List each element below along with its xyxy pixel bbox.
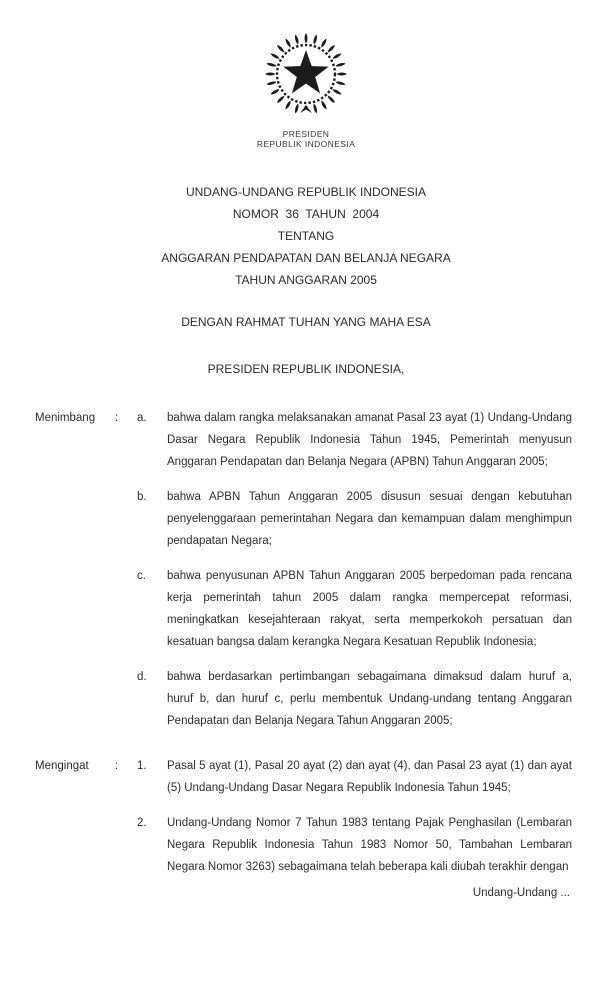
title-line-1: UNDANG-UNDANG REPUBLIK INDONESIA — [185, 185, 427, 199]
considerations-items — [137, 407, 572, 732]
invocation-line: DENGAN RAHMAT TUHAN YANG MAHA ESA — [181, 315, 431, 329]
consideration-item — [137, 486, 572, 552]
item-text: Undang-Undang Nomor 7 Tahun 1983 tentang Pajak Penghasilan (Lembaran Negara Republik Indonesia Tahun 1983 Nomor 50, Tambahan Lembaran Negara Nomor 3263) sebagaimana telah beberapa kali diubah terakhir dengan — [167, 817, 572, 873]
title-line-5: TAHUN ANGGARAN 2005 — [235, 273, 377, 287]
page-catchword: Undang-Undang ... — [472, 887, 570, 899]
legal-basis-label: Mengingat — [35, 760, 89, 772]
title-line-3: TENTANG — [277, 229, 335, 243]
legal-basis-item — [137, 812, 572, 878]
item-text: Pasal 5 ayat (1), Pasal 20 ayat (2) dan ayat (4), dan Pasal 23 ayat (1) dan ayat (5) Undang-Undang Dasar Negara Republik Indonesia Tahun 1945; — [167, 760, 572, 794]
legal-basis-separator: : — [115, 760, 119, 772]
considerations-label: Menimbang — [35, 412, 96, 424]
considerations-separator: : — [115, 412, 119, 424]
legal-basis-section — [0, 755, 612, 878]
item-marker: 2. — [137, 817, 147, 829]
considerations-section — [0, 407, 612, 732]
item-text: bahwa penyusunan APBN Tahun Anggaran 2005 berpedoman pada rencana kerja pemerintah tahun 2005 dalam rangka mempercepat reformasi, meningkatkan kesejahteraan rakyat, serta memperkokoh persatuan dan kesatuan bangsa dalam kerangka Negara Kesatuan Republik Indonesia; — [167, 570, 572, 648]
document-title — [0, 181, 612, 291]
legal-basis-item — [137, 755, 572, 799]
legal-basis-items — [137, 755, 572, 878]
header-org-line2: REPUBLIK INDONESIA — [256, 139, 356, 149]
authority-line: PRESIDEN REPUBLIK INDONESIA, — [207, 362, 405, 376]
presidential-star-emblem-icon — [260, 28, 352, 120]
consideration-item — [137, 407, 572, 473]
item-marker: d. — [137, 671, 147, 683]
title-line-2: NOMOR 36 TAHUN 2004 — [232, 207, 380, 221]
page-header — [0, 0, 612, 149]
item-marker: c. — [137, 570, 146, 582]
consideration-item — [137, 565, 572, 653]
item-text: bahwa APBN Tahun Anggaran 2005 disusun sesuai dengan kebutuhan penyelenggaraan pemerintahan Negara dan kemampuan dalam menghimpun pendapatan Negara; — [167, 491, 572, 547]
title-line-4: ANGGARAN PENDAPATAN DAN BELANJA NEGARA — [161, 251, 451, 265]
item-marker: b. — [137, 491, 147, 503]
item-text: bahwa berdasarkan pertimbangan sebagaimana dimaksud dalam huruf a, huruf b, dan huruf c, perlu membentuk Undang-undang tentang Anggaran Pendapatan dan Belanja Negara Tahun Anggaran 2005; — [167, 671, 572, 727]
item-marker: a. — [137, 412, 147, 424]
item-marker: 1. — [137, 760, 147, 772]
consideration-item — [137, 666, 572, 732]
item-text: bahwa dalam rangka melaksanakan amanat Pasal 23 ayat (1) Undang-Undang Dasar Negara Republik Indonesia Tahun 1945, Pemerintah menyusun Anggaran Pendapatan dan Belanja Negara (APBN) Tahun Anggaran 2005; — [167, 412, 572, 468]
header-org-line1: PRESIDEN — [282, 129, 330, 139]
